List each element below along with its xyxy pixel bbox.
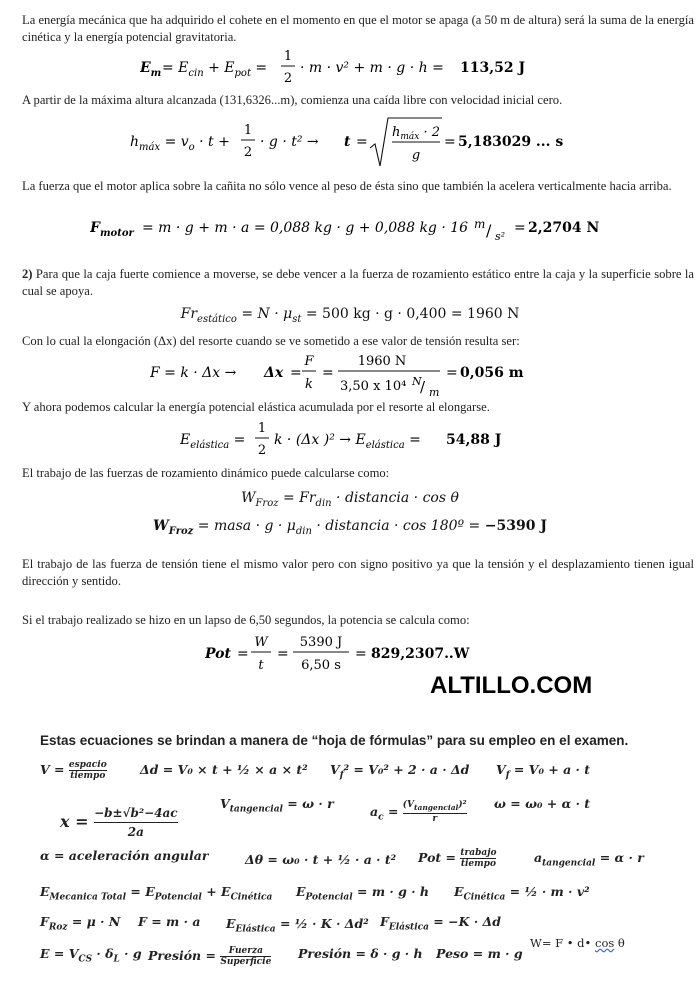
svg-text:Pot: Pot <box>205 646 231 662</box>
elongation-denominator: 3,50 x 10⁴ <box>340 379 407 394</box>
elongation-result: 0,056 m <box>460 365 524 381</box>
formula-total-mechanical-energy: $E_{Mecanica Total} = E_{Potencial} + E_{Cinética}$ <box>40 884 273 903</box>
altillo-watermark: ALTILLO.COM <box>430 672 593 699</box>
svg-text:t: t <box>344 134 351 150</box>
svg-text:=: = <box>444 134 456 150</box>
equation-static-friction: $Fr_{estático} = N \cdot \mu_{st} = 500$ kg · g · 0,400 = 1960 N <box>180 306 520 325</box>
equation-mechanical-energy <box>0 46 700 92</box>
formula-quadratic: x = −b±√b²−4ac 2a <box>60 806 178 839</box>
formula-hydrostatic-pressure: Presión = δ · g · h <box>298 946 423 961</box>
svg-text:/: / <box>486 221 492 240</box>
svg-text:1: 1 <box>283 49 293 64</box>
svg-text:=: = <box>446 365 458 381</box>
svg-text:Δx: Δx <box>264 365 284 381</box>
static-friction-value: 500 kg · g · 0,400 = 1960 N <box>322 306 520 322</box>
svg-text:Em: $E_m$ <box>140 60 162 79</box>
svg-text:m: m <box>429 386 440 398</box>
svg-text:=: = <box>237 646 249 662</box>
formula-pressure-definition: Presión = Fuerza Superficie <box>148 946 272 967</box>
paragraph-motor-force: La fuerza que el motor aplica sobre la cañita no sólo vence al peso de ésta sino que también la acelera verticalmente hacia arriba. <box>22 179 672 193</box>
svg-text:= Ecin + Epot =: = $E_{cin} + E_{pot}$ = <box>162 60 268 79</box>
formula-buoyancy: $E = V_{CS} \cdot \delta_L \cdot g$ <box>40 946 142 965</box>
formula-friction-force: $F_{Roz} = \mu \cdot N$ <box>40 914 121 933</box>
formula-newton-second-law: F = m · a <box>138 914 201 929</box>
svg-text:1: 1 <box>243 123 253 138</box>
svg-text:W: W <box>254 635 268 650</box>
svg-text:1: 1 <box>257 421 267 436</box>
svg-text:F = k · Δx →: F = k · Δx → <box>150 365 237 381</box>
svg-text:· m · v² + m · g · h =: · m · v² + m · g · h = <box>300 60 444 76</box>
svg-text:k · (Δx )² → Eelástica =: k · (Δx )$^2 \to E_{elástica}$ = <box>274 432 421 451</box>
paragraph-safe-friction-text: Para que la caja fuerte comience a moverse, se debe vencer a la fuerza de rozamiento estático entre la caja y la superficie sobre la cual se apoya. <box>22 267 694 298</box>
svg-text:hmáx = vo · t +: $h_{máx} = v_o \cdot t$ + <box>130 134 230 153</box>
equation-work-result: $W_{Froz}$ = masa · $g \cdot \mu_{din}$ · distancia · cos 180º = −5390 J <box>153 518 547 537</box>
svg-text:= m · g + m · a = 0,088 kg · g: = m · g + m · a = 0,088 kg · g + 0,088 kg · 16 <box>142 220 469 236</box>
svg-text:=: = <box>290 365 302 381</box>
elongation-numerator: 1960 N <box>357 354 407 369</box>
equation-power <box>0 630 700 678</box>
svg-text:=: = <box>322 365 334 381</box>
svg-text:k: k <box>305 377 313 392</box>
formula-power: Pot = trabajo tiempo <box>418 848 497 869</box>
paragraph-safe-friction <box>22 266 694 300</box>
paragraph-friction-work: El trabajo de las fuerzas de rozamiento dinámico puede calcularse como: <box>22 466 390 480</box>
svg-text:=: = <box>514 220 526 236</box>
svg-text:g: g <box>411 148 421 163</box>
formula-final-velocity: $V_f = V_0 + a \cdot t$ <box>496 762 591 781</box>
svg-text:Fmotor: $F_{motor}$ <box>90 220 134 239</box>
paragraph-tension-work: El trabajo de las fuerza de tensión tiene el mismo valor pero con signo positivo ya que la tensión y el desplazamiento tienen igual dirección y sentido. <box>22 557 694 588</box>
svg-text:=: = <box>355 646 367 662</box>
formula-weight: Peso = m · g <box>436 946 523 961</box>
formula-tangential-velocity: $V_{tangencial} = \omega \cdot r$ <box>220 796 334 815</box>
svg-text:=: = <box>356 134 368 150</box>
problem-number: 2) <box>22 267 33 281</box>
equation-motor-force <box>0 214 700 248</box>
energy-result: 113,52 J <box>460 60 526 76</box>
svg-text:m: m <box>474 217 486 231</box>
equation-work-definition: $W_{Froz} = Fr_{din}$ · distancia · cos θ <box>241 490 459 509</box>
elastic-result: 54,88 J <box>446 432 502 448</box>
formula-angular-acceleration: α = aceleración angular <box>40 848 209 863</box>
time-result: 5,183029 ... s <box>458 134 564 150</box>
svg-text:s²: s² <box>495 230 506 243</box>
paragraph-energy-intro: La energía mecánica que ha adquirido el cohete en el momento en que el motor se apaga (a 50 m de altura) será la suma de la energía cinética y la energía potencial gravitatoria. <box>22 13 694 44</box>
power-numerator: 5390 J <box>299 635 343 650</box>
svg-text:2: 2 <box>257 443 267 458</box>
svg-text:Eelástica =: $E_{elástica}$ = <box>180 432 246 451</box>
paragraph-elastic-energy: Y ahora podemos calcular la energía potencial elástica acumulada por el resorte al elongarse. <box>22 400 490 414</box>
svg-text:=: = <box>277 646 289 662</box>
formula-angular-velocity: ω = ω₀ + α · t <box>494 796 591 811</box>
svg-text:t: t <box>258 658 264 673</box>
paragraph-elongation: Con lo cual la elongación (Δx) del resorte cuando se ve sometido a ese valor de tensión resulta ser: <box>22 334 520 348</box>
formula-work: W= F • d• cos θ <box>530 936 625 950</box>
svg-text:2: 2 <box>283 71 293 86</box>
formula-tangential-acceleration: $a_{tangencial} = \alpha \cdot r$ <box>534 850 644 869</box>
formula-elastic-force: $F_{Elástica} = -K \cdot \Delta d$ <box>380 914 501 933</box>
formula-sheet-title: Estas ecuaciones se brindan a manera de “hoja de fórmulas” para su empleo en el examen. <box>40 733 629 748</box>
power-result: 829,2307..W <box>371 646 470 662</box>
formula-potential-energy: $E_{Potencial} = m \cdot g \cdot h$ <box>296 884 429 903</box>
svg-text:hmáx · 2: $h_{máx} \cdot 2$ <box>392 125 441 142</box>
formula-final-velocity-squared: $V_f^2 = V_0^2 + 2 \cdot a \cdot \Delta d$ <box>330 762 470 781</box>
svg-text:2: 2 <box>243 145 253 160</box>
paragraph-power: Si el trabajo realizado se hizo en un lapso de 6,50 segundos, la potencia se calcula como: <box>22 613 470 627</box>
formula-velocity: V = espacio tiempo <box>40 760 107 781</box>
formula-displacement: Δd = V₀ × t + ½ × a × t² <box>140 762 308 777</box>
formula-elastic-energy: $E_{Elástica}$ = ½ · K · Δd² <box>226 916 369 935</box>
svg-text:N: N <box>412 375 422 388</box>
formula-kinetic-energy: $E_{Cinética}$ = ½ · m · v² <box>454 884 590 903</box>
formula-centripetal-acceleration: $a_c$ = $(V_{tangencial})^2$ r <box>370 800 467 824</box>
equation-elastic-energy <box>0 418 700 464</box>
work-result: −5390 J <box>484 518 547 534</box>
formula-angular-displacement: Δθ = ω₀ · t + ½ · a · t² <box>245 852 397 867</box>
svg-text:/: / <box>420 378 426 396</box>
motor-result: 2,2704 N <box>528 220 600 236</box>
equation-elongation <box>0 350 700 402</box>
equation-free-fall-time <box>0 114 700 174</box>
svg-text:F: F <box>304 354 314 369</box>
svg-text:· g · t² →: · g · t² → <box>260 134 319 150</box>
power-denominator: 6,50 s <box>301 658 341 673</box>
paragraph-free-fall: A partir de la máxima altura alcanzada (131,6326...m), comienza una caída libre con velocidad inicial cero. <box>22 93 563 107</box>
